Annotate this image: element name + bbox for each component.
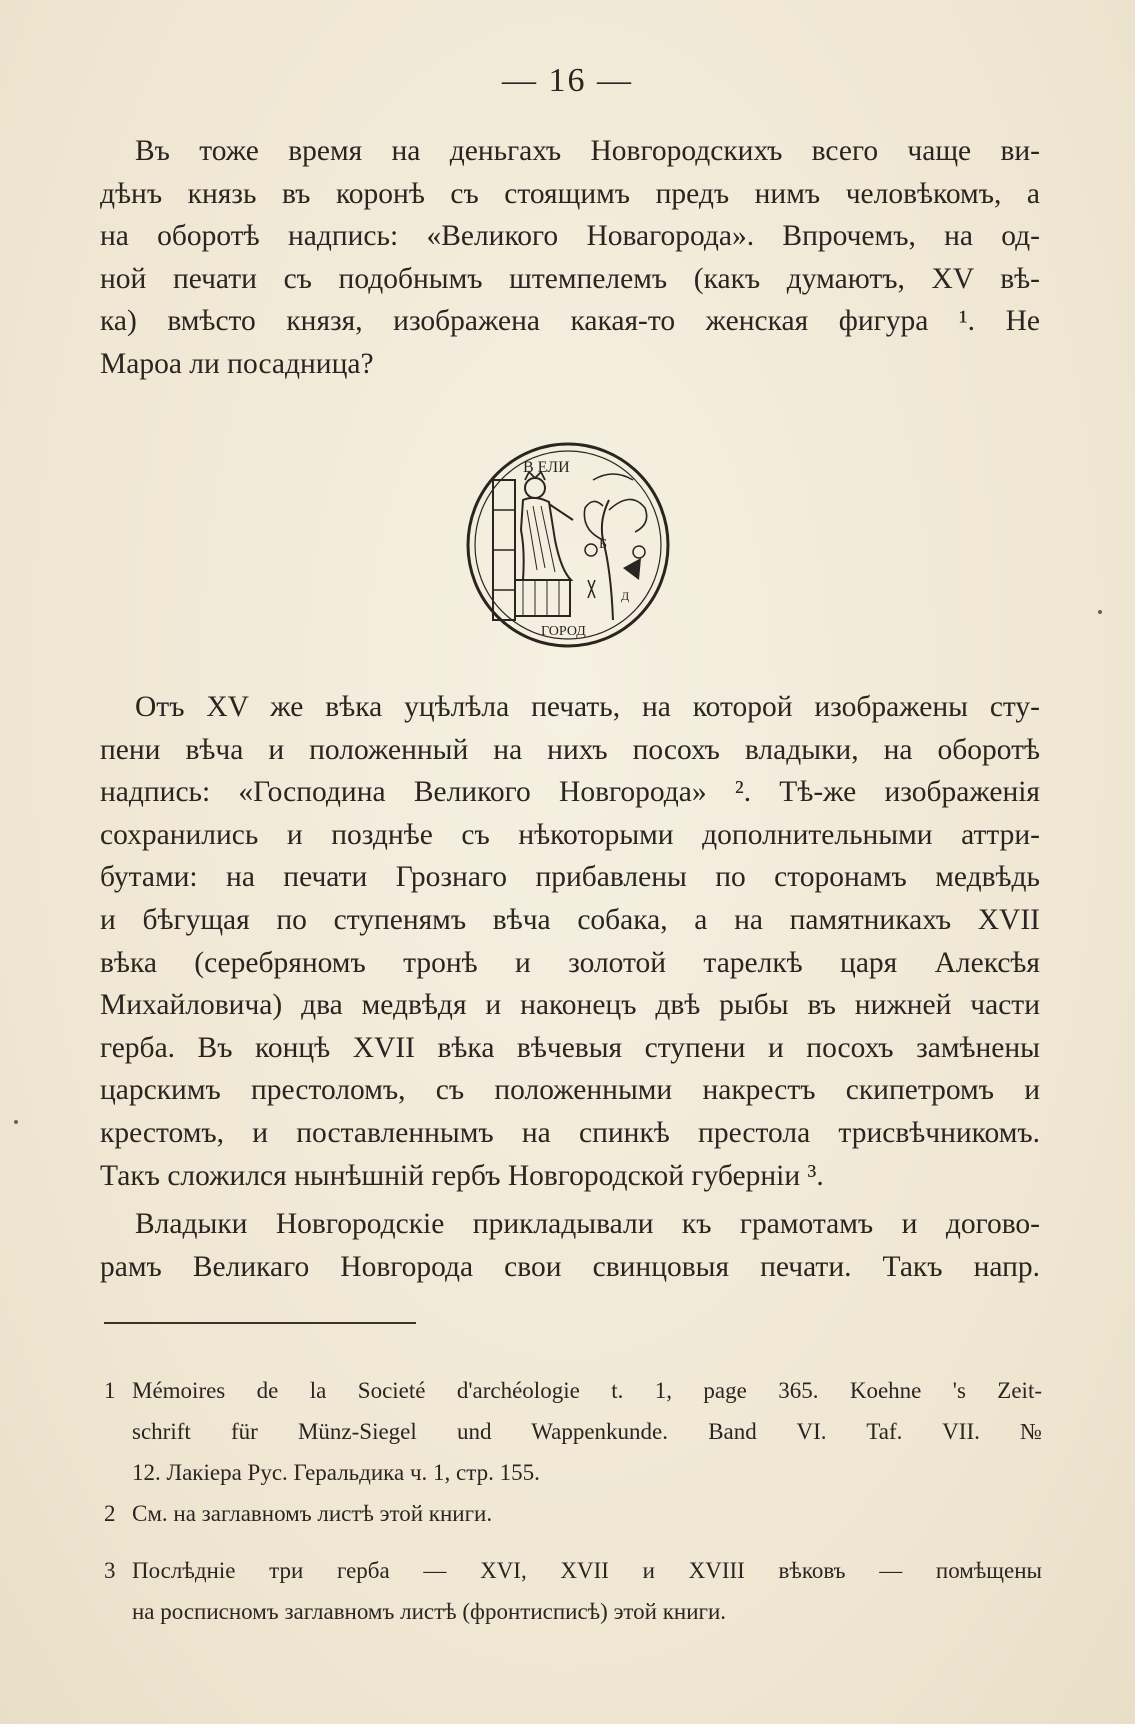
text-line: герба. Въ концѣ XVII вѣка вѣчевыя ступени и посохъ замѣнены [100, 1031, 1040, 1064]
text-line: Михайловича) два медвѣдя и наконецъ двѣ рыбы въ нижней части [100, 989, 1040, 1022]
text-line: дѣнъ князь въ коронѣ съ стоящимъ предъ нимъ человѣкомъ, а [100, 177, 1040, 210]
footnote-text: См. на заглавномъ листѣ этой книги. [132, 1501, 493, 1526]
text-line: пени вѣча и положенный на нихъ посохъ владыки, на оборотѣ [100, 733, 1040, 766]
footnote-text: Послѣдніе три герба — XVI, XVII и XVIII вѣковъ — помѣщены [132, 1558, 1042, 1583]
text-line: Отъ XV же вѣка уцѣлѣла печать, на которой изображены сту- [135, 691, 1040, 723]
footnote-text: Mémoires de la Societé d'archéologie t. 1, page 365. Koehne 's Zeit- [132, 1378, 1042, 1403]
paragraph-2 [100, 686, 1040, 1197]
text-line: и бѣгущая по ступенямъ вѣча собака, а на памятникахъ XVII [100, 903, 1040, 936]
paper-speck [1098, 610, 1102, 614]
footnote-number: 3 [104, 1558, 116, 1583]
footnote-number: 1 [104, 1378, 116, 1403]
text-line: крестомъ, и поставленнымъ на спинкѣ престола трисвѣчникомъ. [100, 1116, 1040, 1149]
text-line: Мароа ли посадница? [100, 347, 374, 380]
svg-text:Б: Б [599, 537, 608, 552]
text-line: Такъ сложился нынѣшній гербъ Новгородской губерніи ³. [100, 1159, 824, 1192]
text-line: Въ тоже время на деньгахъ Новгородскихъ всего чаще ви- [135, 135, 1040, 167]
seal-top-inscription: В ЕЛИ [523, 459, 570, 476]
novgorod-seal-illustration [463, 440, 673, 650]
footnote-text: schrift für Münz-Siegel und Wappenkunde. Band VI. Taf. VII. № [132, 1419, 1042, 1444]
page-number: — 16 — [502, 62, 633, 99]
text-line: ной печати съ подобнымъ штемпелемъ (какъ думаютъ, XV вѣ- [100, 262, 1040, 295]
text-line: на оборотѣ надпись: «Великого Новагорода». Впрочемъ, на од- [100, 220, 1040, 253]
text-line: рамъ Великаго Новгорода свои свинцовыя печати. Такъ напр. [100, 1250, 1040, 1283]
paragraph-1 [100, 130, 1040, 386]
footnote-text: на росписномъ заглавномъ листѣ (фронтисписѣ) этой книги. [132, 1599, 727, 1624]
text-line: ка) вмѣсто князя, изображена какая-то женская фигура ¹. Не [100, 305, 1040, 338]
footnote-1 [104, 1370, 1042, 1493]
svg-text:Д: Д [621, 589, 630, 603]
text-line: царскимъ престоломъ, съ положенными накрестъ скипетромъ и [100, 1074, 1040, 1107]
footnote-number: 2 [104, 1501, 116, 1526]
text-line: Владыки Новгородскіе прикладывали къ грамотамъ и догово- [135, 1208, 1040, 1240]
footnote-2 [104, 1493, 1042, 1534]
footnote-separator [104, 1322, 416, 1324]
text-line: бутами: на печати Грознаго прибавлены по сторонамъ медвѣдь [100, 861, 1040, 894]
paragraph-3 [100, 1203, 1040, 1288]
footnote-text: 12. Лакіера Рус. Геральдика ч. 1, стр. 155. [132, 1460, 540, 1485]
footnote-3 [104, 1550, 1042, 1632]
text-line: вѣка (серебряномъ тронѣ и золотой тарелкѣ царя Алексѣя [100, 946, 1040, 979]
paper-speck [14, 1120, 18, 1124]
seal-bottom-inscription: ГОРОД [541, 624, 586, 639]
text-line: сохранились и позднѣе съ нѣкоторыми дополнительными аттри- [100, 818, 1040, 851]
text-line: надпись: «Господина Великого Новгорода» ². Тѣ-же изображенія [100, 776, 1040, 809]
